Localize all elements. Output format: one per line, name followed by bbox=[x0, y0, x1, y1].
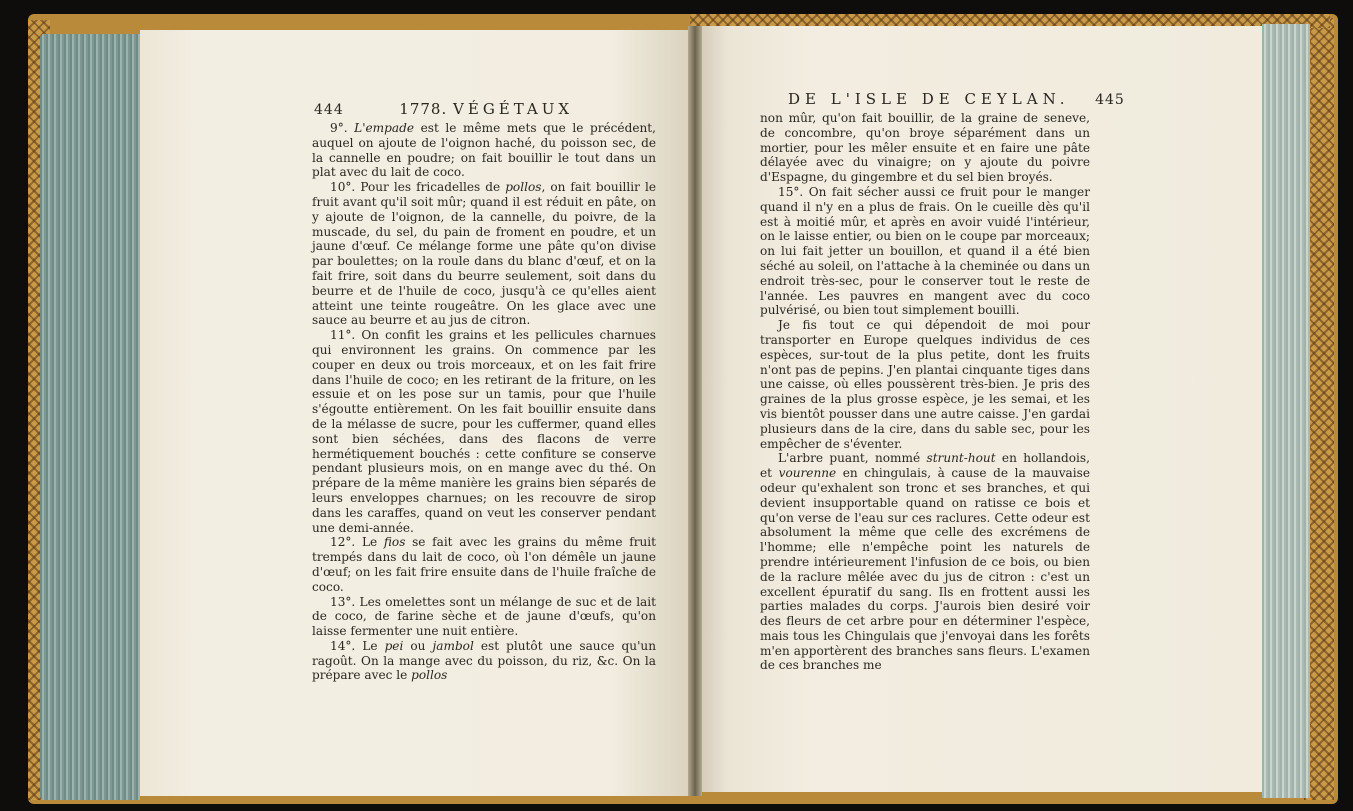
right-page-text bbox=[760, 111, 1090, 673]
paragraph: 14°. Le pei ou jambol est plutôt une sauce qu'un ragoût. On la mange avec du poisson, du riz, &c. On la prépare avec le pollos bbox=[312, 638, 656, 683]
left-header-year: 1778. bbox=[399, 100, 448, 118]
paragraph: 13°. Les omelettes sont un mélange de suc et de lait de coco, de farine sèche et de jaune d'œufs, qu'on laisse fermenter une nuit entière. bbox=[312, 594, 656, 639]
page-edges-left bbox=[40, 34, 140, 800]
paragraph: 10°. Pour les fricadelles de pollos, on fait bouillir le fruit avant qu'il soit mûr; quand il est réduit en pâte, on y ajoute de l'oignon, de la cannelle, du poivre, de la muscade, du sel, du pain de froment en poudre, et un jaune d'œuf. Ce mélange forme une pâte qu'on divise par boulettes; on la roule dans du blanc d'œuf, et on la fait frire, soit dans du beurre seulement, soit dans du beurre et de l'huile de coco, jusqu'à ce qu'elles aient atteint une teinte rougeâtre. On les glace avec une sauce au beurre et au jus de citron. bbox=[312, 180, 656, 328]
paragraph: L'arbre puant, nommé strunt-hout en hollandois, et vourenne en chingulais, à cause de la mauvaise odeur qu'exhalent son tronc et ses branches, et qui devient insupportable quand on ratisse ce bois et qu'on verse de l'eau sur ces raclures. Cette odeur est absolument la même que celle des excrémens de l'homme; elle n'empêche point les naturels de prendre intérieurement l'infusion de ce bois, ou bien de la raclure mêlée avec du jus de citron : c'est un excellent épuratif du sang. Ils en frottent aussi les parties malades du corps. J'aurois bien desiré voir des fleurs de cet arbre pour en déterminer l'espèce, mais tous les Chingulais que j'envoyai dans les forêts m'en apportèrent des branches sans fleurs. L'examen de ces branches me bbox=[760, 451, 1090, 673]
right-page-header bbox=[788, 90, 1125, 108]
page-edges-right bbox=[1262, 24, 1310, 798]
right-page-number: 445 bbox=[1095, 92, 1125, 108]
left-page-text bbox=[312, 121, 656, 683]
paragraph: 9°. L'empade est le même mets que le précédent, auquel on ajoute de l'oignon haché, du poisson sec, de la cannelle en poudre; on fait bouillir le tout dans un plat avec du lait de coco. bbox=[312, 121, 656, 180]
left-page-header bbox=[314, 100, 573, 118]
paragraph: non mûr, qu'on fait bouillir, de la graine de seneve, de concombre, qu'on broye séparément dans un mortier, pour les mêler ensuite et en faire une pâte délayée avec du vinaigre; on y ajoute du poivre d'Espagne, du gingembre et du sel bien broyés. bbox=[760, 111, 1090, 185]
paragraph: Je fis tout ce qui dépendoit de moi pour transporter en Europe quelques individus de ces espèces, sur-tout de la plus petite, dont les fruits n'ont pas de pepins. J'en plantai cinquante tiges dans une caisse, où elles poussèrent très-bien. Je pris des graines de la plus grosse espèce, je les semai, et les vis bientôt pousser dans une autre caisse. J'en gardai plusieurs dans de la cire, dans du sable sec, pour les empêcher de s'éventer. bbox=[760, 318, 1090, 451]
left-header-title: VÉGÉTAUX bbox=[453, 100, 574, 118]
paragraph: 11°. On confit les grains et les pellicules charnues qui environnent les grains. On commence par les couper en deux ou trois morceaux, et on les fait frire dans l'huile de coco; en les retirant de la friture, on les essuie et on les pose sur un tamis, pour que l'huile s'égoutte entièrement. On les fait bouillir ensuite dans de la mélasse de sucre, pour les cuffermer, quand elles sont bien séchées, dans des flacons de verre hermétiquement bouchés : cette confiture se conserve pendant plusieurs mois, on en mange avec du thé. On prépare de la même manière les grains bien séparés de leurs enveloppes charnues; on les recouvre de sirop dans les caraffes, quand on veut les conserver pendant une demi-année. bbox=[312, 328, 656, 535]
left-page-number: 444 bbox=[314, 102, 344, 118]
book-gutter bbox=[688, 26, 702, 796]
paragraph: 12°. Le fios se fait avec les grains du même fruit trempés dans du lait de coco, où l'on démêle un jaune d'œuf; on les fait frire ensuite dans de l'huile fraîche de coco. bbox=[312, 535, 656, 594]
right-header-title: DE L'ISLE DE CEYLAN. bbox=[788, 90, 1070, 108]
paragraph: 15°. On fait sécher aussi ce fruit pour le manger quand il n'y en a plus de frais. On le cueille dès qu'il est à moitié mûr, et après en avoir vuidé l'intérieur, on le laisse entier, ou bien on le coupe par morceaux; on lui fait jetter un bouillon, et quand il a été bien séché au soleil, on l'attache à la cheminée ou dans un endroit très-sec, pour le conserver tout le reste de l'année. Les pauvres en mangent avec du coco pulvérisé, ou bien tout simplement bouilli. bbox=[760, 184, 1090, 318]
